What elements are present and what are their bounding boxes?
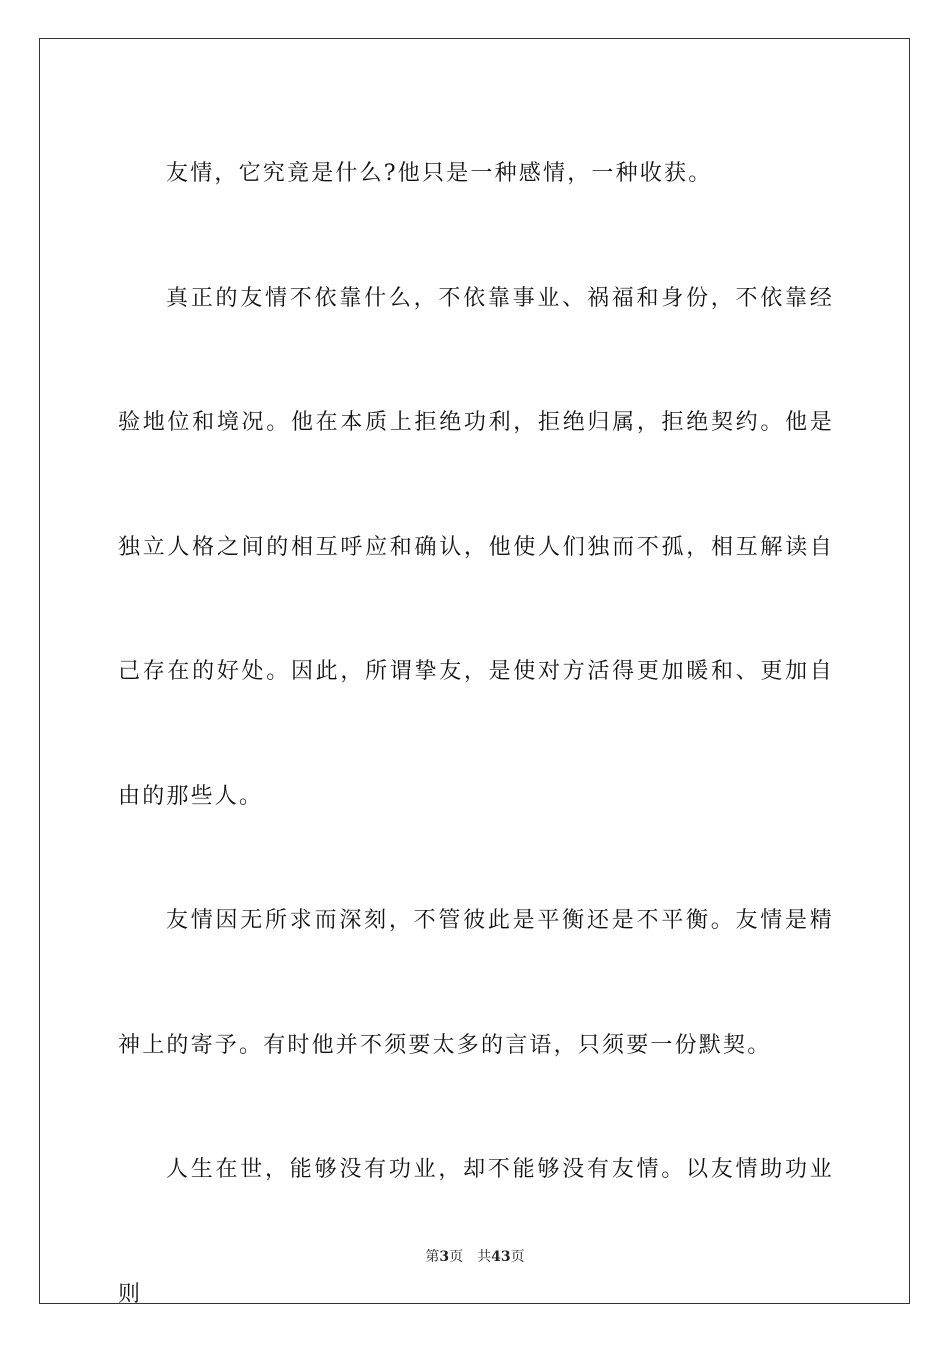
- paragraph-4: 人生在世，能够没有功业，却不能够没有友情。以友情助功业则: [118, 1157, 834, 1307]
- total-prefix: 共: [477, 1249, 492, 1265]
- document-body: [118, 112, 834, 1357]
- page-number: 3: [439, 1249, 450, 1265]
- page-footer: [0, 1247, 950, 1267]
- paragraph-1: 友情，它究竟是什么?他只是一种感情，一种收获。: [166, 161, 713, 186]
- paragraph-3: 友情因无所求而深刻，不管彼此是平衡还是不平衡。友情是精神上的寄予。有时他并不须要太多的言语，只须要一份默契。: [118, 908, 834, 1058]
- total-suffix: 页: [510, 1249, 525, 1265]
- page-prefix: 第: [425, 1249, 440, 1265]
- total-pages: 43: [491, 1249, 511, 1265]
- page-suffix: 页: [449, 1249, 464, 1265]
- paragraph-2: 真正的友情不依靠什么，不依靠事业、祸福和身份，不依靠经验地位和境况。他在本质上拒绝功利，拒绝归属，拒绝契约。他是独立人格之间的相互呼应和确认，他使人们独而不孤，相互解读自己存在的好处。因此，所谓挚友，是使对方活得更加暖和、更加自由的那些人。: [118, 285, 834, 809]
